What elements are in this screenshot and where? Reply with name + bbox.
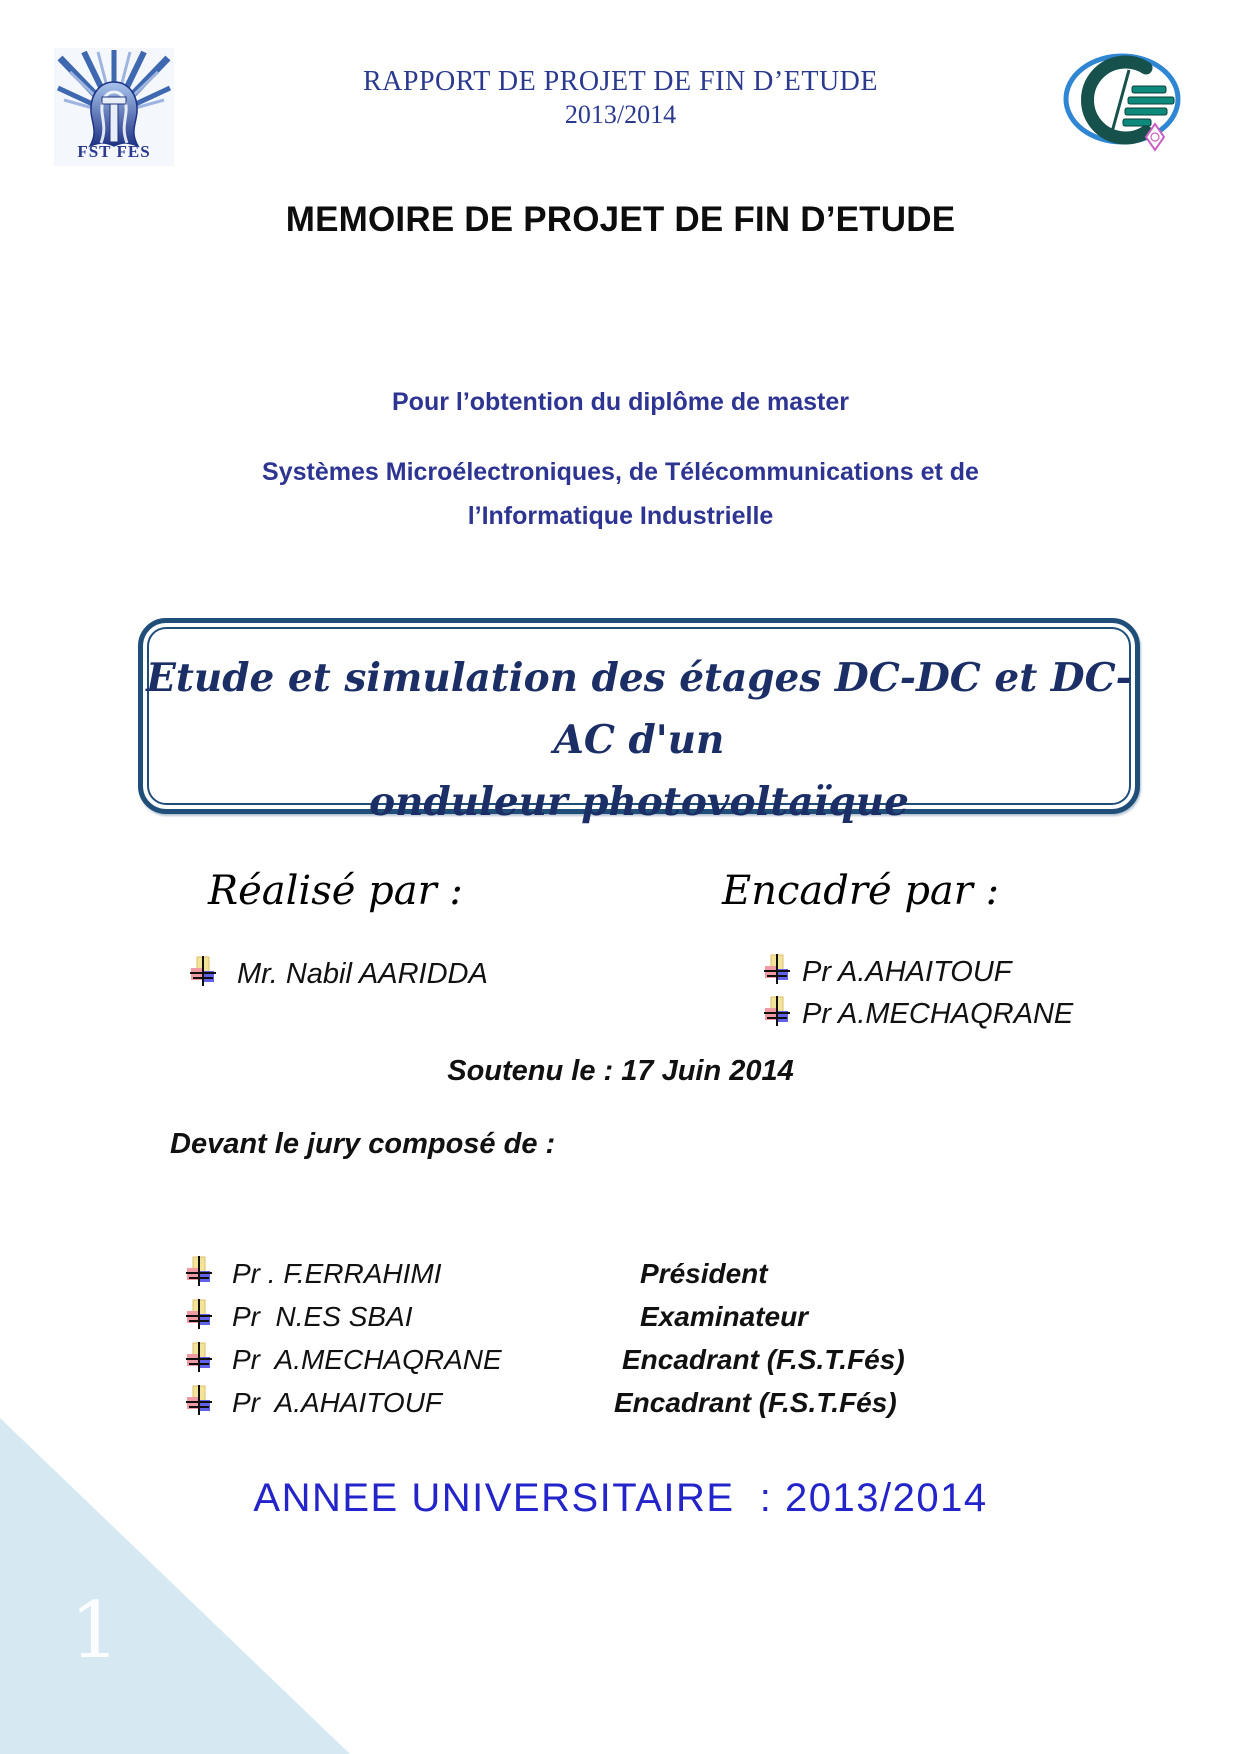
fst-fes-logo-text: FST FES [77,142,151,161]
defense-date: Soutenu le : 17 Juin 2014 [447,1055,794,1087]
academic-year: ANNEE UNIVERSITAIRE : 2013/2014 [253,1476,988,1520]
realise-par-label: Réalisé par : [208,868,463,914]
report-header-year: 2013/2014 [564,100,677,129]
bullet-icon [764,954,790,984]
jury-member-role: Examinateur [640,1301,809,1332]
est-fes-logo-icon [1062,52,1186,152]
jury-member-name: Pr N.ES SBAI [232,1301,413,1332]
jury-heading: Devant le jury composé de : [170,1128,556,1160]
corner-triangle-decoration [0,1418,350,1754]
bullet-icon [186,1256,212,1286]
jury-member-role: Président [640,1258,768,1289]
author-name: Mr. Nabil AARIDDA [237,958,488,990]
supervisor-name: Pr A.AHAITOUF [802,956,1012,988]
memoire-title: MEMOIRE DE PROJET DE FIN D’ETUDE [285,200,956,239]
jury-member-role: Encadrant (F.S.T.Fés) [622,1344,905,1375]
bullet-icon [186,1299,212,1329]
bullet-icon [764,996,790,1026]
supervisor-name: Pr A.MECHAQRANE [802,998,1074,1030]
degree-line1: Pour l’obtention du diplôme de master [392,388,849,416]
degree-line2: Systèmes Microélectroniques, de Télécommunications et de [262,458,979,486]
degree-speciality [0,450,1241,538]
encadre-par-label: Encadré par : [722,868,1000,914]
jury-member-name: Pr A.AHAITOUF [232,1387,443,1418]
project-title-box [138,618,1140,825]
bullet-icon [186,1342,212,1372]
project-title [143,647,1135,833]
jury-member-name: Pr A.MECHAQRANE [232,1344,502,1375]
project-title-line2: onduleur photovoltaïque [369,779,909,825]
page-number: 1 [70,1586,120,1676]
bullet-icon [186,1385,212,1415]
est-fes-logo [1062,52,1186,152]
bullet-icon [190,956,216,986]
jury-member-name: Pr . F.ERRAHIMI [232,1258,442,1289]
jury-member-role: Encadrant (F.S.T.Fés) [614,1387,897,1418]
degree-line3: l’Informatique Industrielle [467,502,774,530]
project-title-line1: Etude et simulation des étages DC-DC et DC-AC d'un [146,655,1132,763]
report-header-title: RAPPORT DE PROJET DE FIN D’ETUDE [363,66,878,97]
